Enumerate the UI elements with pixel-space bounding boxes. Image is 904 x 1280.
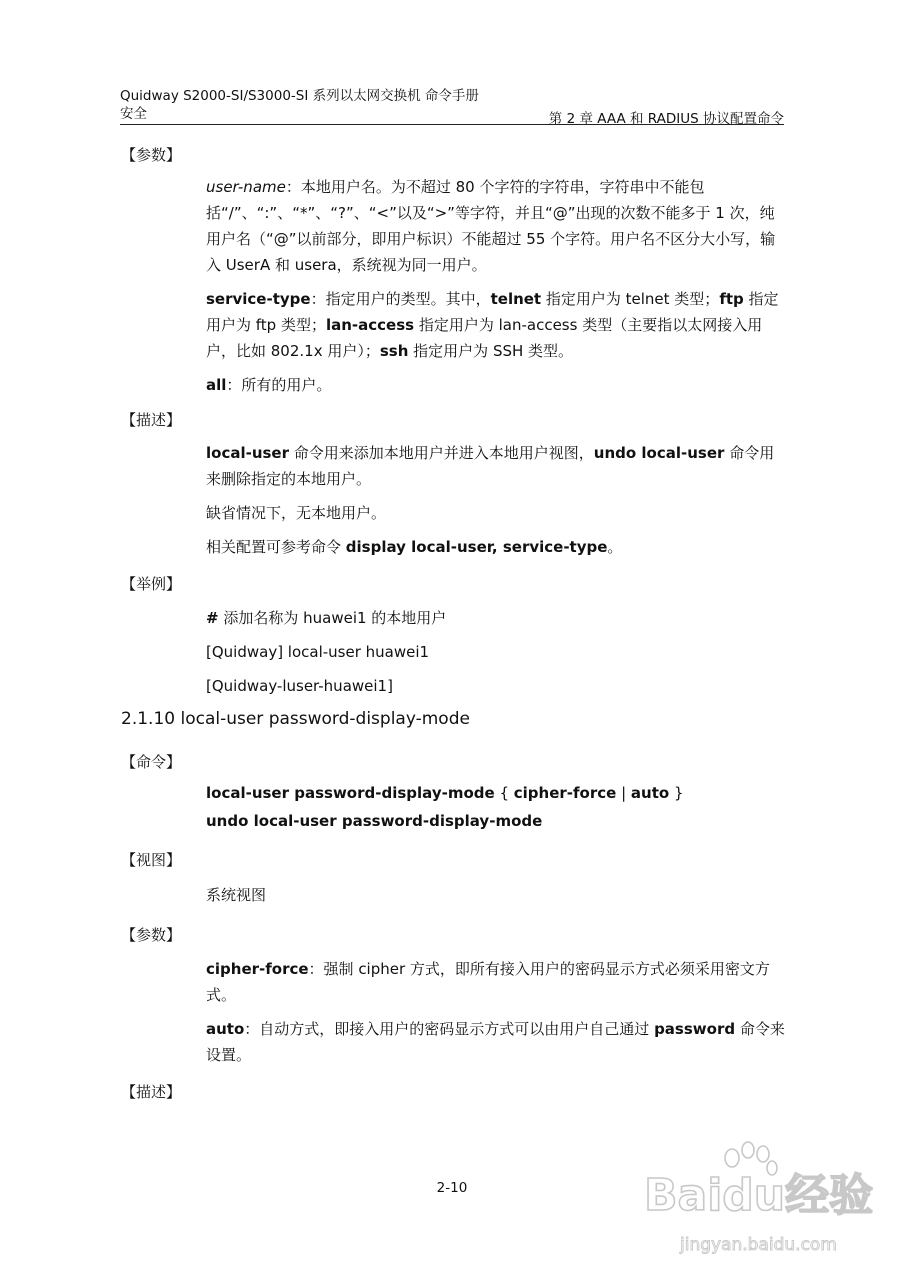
keyword: password	[654, 1020, 736, 1038]
desc-text: 命令用来删除指定的本地用户。	[206, 444, 775, 488]
param-desc: 命令来设置。	[206, 1020, 785, 1064]
param-desc: 指定用户为 ftp 类型；	[206, 290, 779, 334]
param-all	[206, 372, 786, 398]
section-params-heading: 【参数】	[121, 146, 182, 164]
command-block	[206, 780, 786, 834]
param-user-name	[206, 174, 786, 278]
section-desc-heading: 【描述】	[121, 411, 182, 429]
keyword: lan-access	[325, 316, 415, 334]
params-block	[206, 174, 786, 398]
desc-related	[206, 534, 786, 560]
subsection-title: 2.1.10 local-user password-display-mode	[121, 709, 470, 729]
example-line-1: [Quidway] local-user huawei1	[206, 643, 430, 661]
section-params2-heading: 【参数】	[121, 926, 182, 944]
desc-text: 。	[607, 538, 623, 556]
param-desc: 指定用户为 telnet 类型；	[541, 290, 720, 308]
example-block	[206, 605, 786, 699]
param-desc: 指定用户为 lan-access 类型（主要指以太网接入用户，比如 802.1x 用户）；	[206, 316, 763, 360]
command-undo: undo local-user password-display-mode	[206, 812, 543, 830]
syntax-brace: {	[494, 784, 514, 802]
keyword: telnet	[490, 290, 542, 308]
baidu-watermark	[640, 1140, 880, 1270]
params2-block	[206, 956, 786, 1068]
command-keyword: local-user password-display-mode	[206, 784, 495, 802]
view-text: 系统视图	[206, 886, 267, 904]
param-desc: ：自动方式，即接入用户的密码显示方式可以由用户自己通过	[244, 1020, 655, 1038]
param-term: all	[206, 376, 227, 394]
command-option: auto	[630, 784, 670, 802]
header-chapter: 第 2 章 AAA 和 RADIUS 协议配置命令	[548, 111, 784, 127]
desc-block	[206, 440, 786, 560]
header-title: Quidway S2000-SI/S3000-SI 系列以太网交换机 命令手册	[120, 88, 479, 104]
command-syntax	[206, 780, 786, 806]
keyword: display local-user, service-type	[345, 538, 608, 556]
desc-default: 缺省情况下，无本地用户。	[206, 504, 387, 522]
comment-hash: #	[206, 609, 219, 627]
page-number: 2-10	[436, 1180, 468, 1196]
keyword: undo local-user	[593, 444, 725, 462]
param-desc: ：本地用户名。为不超过 80 个字符的字符串，字符串中不能包括“/”、“:”、“*”、“?”、“<”以及“>”等字符，并且“@”出现的次数不能多于 1 次，纯用户名（“@”以前部分，即用户标识）不能超过 55 个字符。用户名不区分大小写，输入 UserA 和 usera，系统视为同一用户。	[206, 178, 776, 274]
keyword: ftp	[719, 290, 744, 308]
example-line-2: [Quidway-luser-huawei1]	[206, 677, 393, 695]
desc-paragraph	[206, 440, 786, 492]
param-term: user-name	[206, 178, 286, 196]
desc-text: 相关配置可参考命令	[206, 538, 346, 556]
param-desc: ：指定用户的类型。其中，	[310, 290, 491, 308]
section-desc2-heading: 【描述】	[121, 1083, 182, 1101]
param-desc: ：强制 cipher 方式，即所有接入用户的密码显示方式必须采用密文方式。	[206, 960, 770, 1004]
watermark-url: jingyan.baidu.com	[680, 1235, 837, 1255]
param-term: auto	[206, 1020, 245, 1038]
watermark-brand: Baidu经验	[644, 1170, 874, 1221]
keyword: ssh	[379, 342, 409, 360]
param-desc: ：所有的用户。	[226, 376, 332, 394]
header-divider	[120, 124, 784, 125]
desc-text: 命令用来添加本地用户并进入本地用户视图，	[289, 444, 594, 462]
param-cipher-force	[206, 956, 786, 1008]
section-example-heading: 【举例】	[121, 575, 182, 593]
syntax-bar: |	[616, 784, 631, 802]
syntax-brace: }	[669, 784, 684, 802]
param-term: service-type	[206, 290, 311, 308]
section-view-heading: 【视图】	[121, 851, 182, 869]
param-term: cipher-force	[206, 960, 309, 978]
header-section: 安全	[120, 106, 147, 122]
param-auto	[206, 1016, 786, 1068]
param-service-type	[206, 286, 786, 364]
param-desc: 指定用户为 SSH 类型。	[408, 342, 574, 360]
example-comment	[206, 605, 786, 631]
command-option: cipher-force	[513, 784, 617, 802]
section-command-heading: 【命令】	[121, 753, 182, 771]
comment-text: 添加名称为 huawei1 的本地用户	[218, 609, 447, 627]
keyword: local-user	[206, 444, 290, 462]
